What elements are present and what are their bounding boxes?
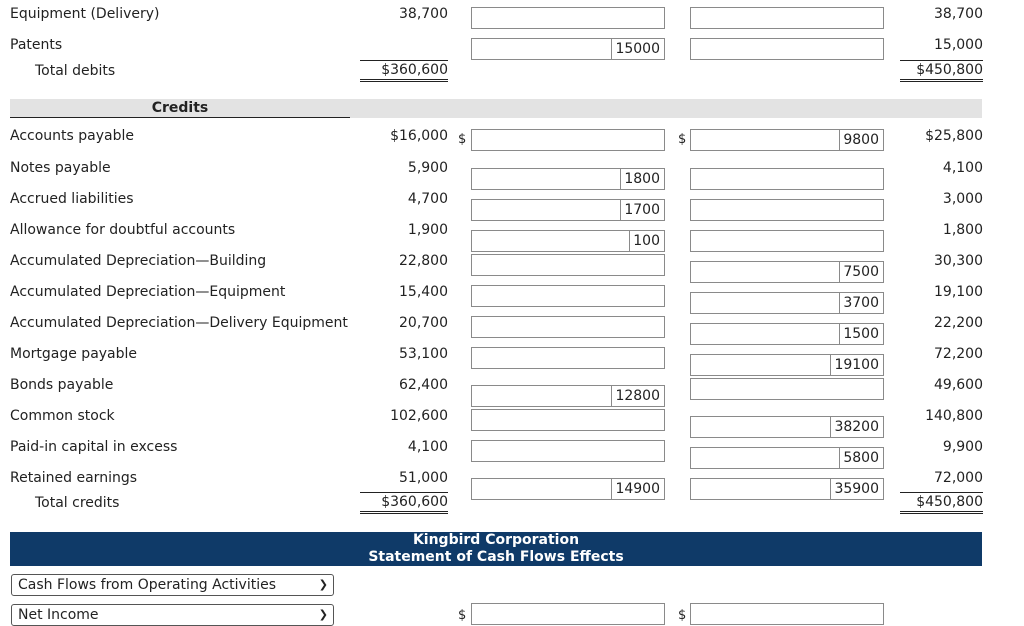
- debit-input[interactable]: [471, 603, 665, 625]
- beginning-balance: 15,400: [399, 284, 448, 300]
- total-ending: $450,800: [900, 492, 983, 514]
- row-accrued-liabilities: [0, 187, 1024, 218]
- row-accum-dep-building: [0, 249, 1024, 280]
- row-allowance-doubtful: [0, 218, 1024, 249]
- account-label: Common stock: [10, 408, 115, 424]
- debit-input[interactable]: [471, 7, 665, 29]
- row-retained-earnings: [0, 466, 1024, 497]
- account-label: Accumulated Depreciation—Building: [10, 253, 267, 269]
- account-label: Allowance for doubtful accounts: [10, 222, 236, 238]
- ending-balance: 3,000: [942, 191, 983, 207]
- credit-input[interactable]: [690, 38, 884, 60]
- ending-balance: 38,700: [934, 6, 983, 22]
- statement-banner: [10, 532, 982, 566]
- chevron-down-icon: ❯: [318, 608, 328, 621]
- account-label: Accumulated Depreciation—Equipment: [10, 284, 286, 300]
- row-accounts-payable: [0, 124, 1024, 152]
- ending-balance: 1,800: [942, 222, 983, 238]
- account-label: Retained earnings: [10, 470, 138, 486]
- row-total-credits: [0, 491, 1024, 519]
- section-select-value: Cash Flows from Operating Activities: [18, 577, 277, 593]
- beginning-balance: 5,900: [407, 160, 448, 176]
- credit-value: 9800: [839, 130, 879, 150]
- debit-input[interactable]: [471, 129, 665, 151]
- debit-dollar-sign: $: [458, 132, 467, 147]
- row-accum-dep-delivery: [0, 311, 1024, 342]
- debit-input[interactable]: [471, 347, 665, 369]
- row-equipment-delivery: [0, 2, 1024, 30]
- section-select[interactable]: [11, 574, 334, 596]
- account-label: Mortgage payable: [10, 346, 138, 362]
- ending-balance: 15,000: [934, 37, 983, 53]
- row-common-stock: [0, 404, 1024, 435]
- debit-input[interactable]: [471, 38, 665, 60]
- ending-balance: 49,600: [934, 377, 983, 393]
- beginning-balance: 4,100: [407, 439, 448, 455]
- debit-value: 12800: [611, 386, 660, 406]
- debit-value: 1800: [620, 169, 660, 189]
- credits-header: Credits: [10, 99, 350, 118]
- beginning-balance: 1,900: [407, 222, 448, 238]
- debit-input[interactable]: [471, 440, 665, 462]
- statement-title: Statement of Cash Flows Effects: [368, 549, 624, 565]
- debit-value: 100: [629, 231, 660, 251]
- debit-dollar-sign: $: [458, 608, 467, 623]
- account-label: Accumulated Depreciation—Delivery Equipment: [10, 315, 348, 331]
- debit-value: 15000: [611, 39, 660, 59]
- account-label: Equipment (Delivery): [10, 6, 160, 22]
- row-patents: [0, 33, 1024, 61]
- credit-value: 5800: [839, 448, 879, 468]
- credit-value: 7500: [839, 262, 879, 282]
- beginning-balance: 4,700: [407, 191, 448, 207]
- ending-balance: 72,000: [934, 470, 983, 486]
- beginning-balance: 38,700: [399, 6, 448, 22]
- debit-input[interactable]: [471, 285, 665, 307]
- debit-value: 1700: [620, 200, 660, 220]
- credit-value: 35900: [830, 479, 879, 499]
- row-accum-dep-equipment: [0, 280, 1024, 311]
- beginning-balance: 22,800: [399, 253, 448, 269]
- beginning-balance: 51,000: [399, 470, 448, 486]
- company-name: Kingbird Corporation: [412, 532, 580, 548]
- total-label: Total debits: [35, 63, 116, 79]
- account-label: Accrued liabilities: [10, 191, 134, 207]
- ending-balance: 72,200: [934, 346, 983, 362]
- row-notes-payable: [0, 156, 1024, 187]
- credit-input[interactable]: [690, 7, 884, 29]
- account-label: Accounts payable: [10, 128, 134, 144]
- debit-input[interactable]: [471, 316, 665, 338]
- chevron-down-icon: ❯: [318, 578, 328, 591]
- account-label: Bonds payable: [10, 377, 114, 393]
- ending-balance: 22,200: [934, 315, 983, 331]
- beginning-balance: $16,000: [390, 128, 448, 144]
- beginning-balance: 53,100: [399, 346, 448, 362]
- total-label: Total credits: [35, 495, 120, 511]
- account-label: Patents: [10, 37, 63, 53]
- ending-balance: $25,800: [925, 128, 983, 144]
- debit-value: 14900: [611, 479, 660, 499]
- credit-value: 38200: [830, 417, 879, 437]
- ending-balance: 4,100: [942, 160, 983, 176]
- item-select-value: Net Income: [18, 607, 99, 623]
- credit-dollar-sign: $: [678, 132, 687, 147]
- account-label: Notes payable: [10, 160, 111, 176]
- credit-value: 19100: [830, 355, 879, 375]
- credit-input[interactable]: [690, 378, 884, 400]
- account-label: Paid-in capital in excess: [10, 439, 178, 455]
- ending-balance: 30,300: [934, 253, 983, 269]
- credit-input[interactable]: [690, 129, 884, 151]
- row-bonds-payable: [0, 373, 1024, 404]
- ending-balance: 9,900: [942, 439, 983, 455]
- ending-balance: 19,100: [934, 284, 983, 300]
- beginning-balance: 20,700: [399, 315, 448, 331]
- total-ending: $450,800: [900, 60, 983, 82]
- beginning-balance: 62,400: [399, 377, 448, 393]
- beginning-balance: 102,600: [390, 408, 448, 424]
- total-beginning: $360,600: [360, 60, 448, 82]
- ending-balance: 140,800: [925, 408, 983, 424]
- row-total-debits: [0, 59, 1024, 87]
- credit-value: 1500: [839, 324, 879, 344]
- item-select[interactable]: [11, 604, 334, 626]
- debit-input[interactable]: [471, 254, 665, 276]
- credit-input[interactable]: [690, 603, 884, 625]
- credit-value: 3700: [839, 293, 879, 313]
- row-paid-in-capital: [0, 435, 1024, 466]
- row-mortgage-payable: [0, 342, 1024, 373]
- debit-input[interactable]: [471, 409, 665, 431]
- total-beginning: $360,600: [360, 492, 448, 514]
- credit-dollar-sign: $: [678, 608, 687, 623]
